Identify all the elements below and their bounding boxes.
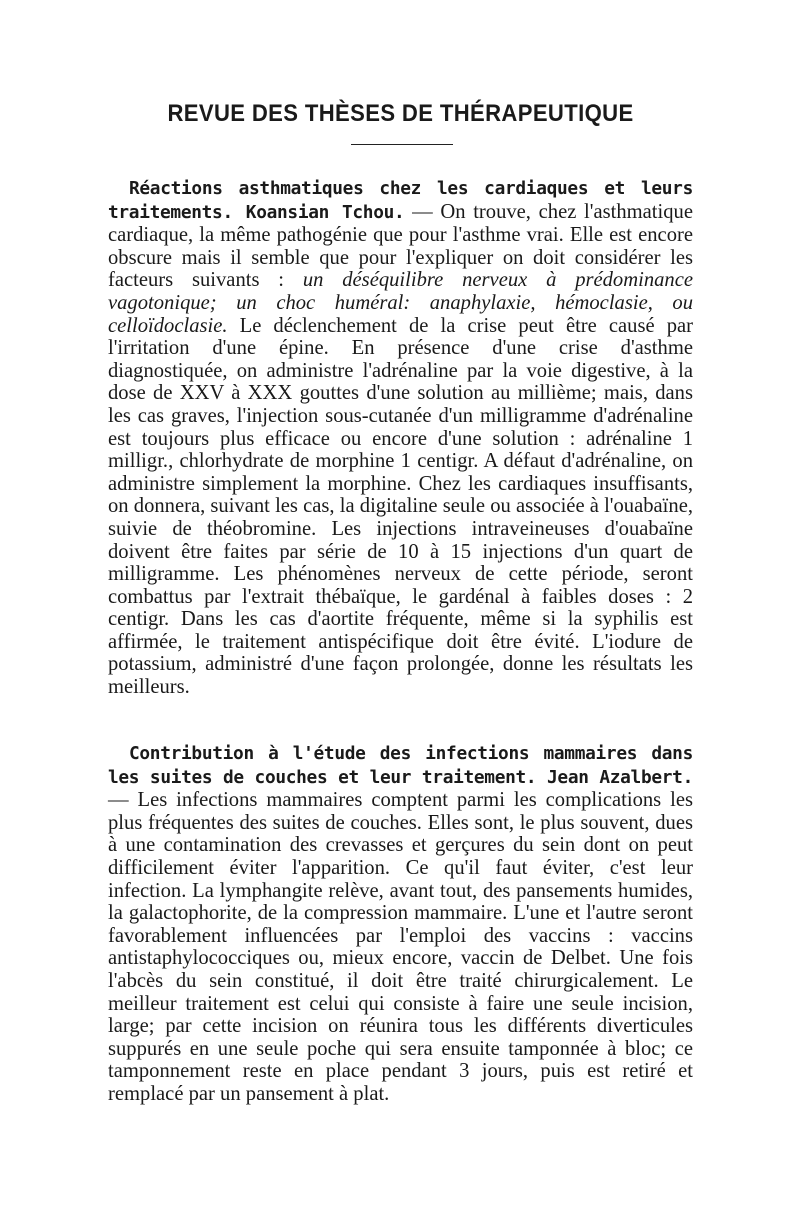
article-body-rest: Le déclenchement de la crise peut être causé par l'irritation d'une épine. En présence d'une crise d'asthme diagnostiquée, on administre l'adrénaline par la voie digestive, à la dose de XXV à XXX gouttes d'une solution au millième; mais, dans les cas graves, l'injection sous-cutanée d'un milligramme d'adrénaline est toujours plus efficace ou encore d'une solution : adrénaline 1 milligr., chlorhydrate de morphine 1 centigr. A défaut d'adrénaline, on administre simplement la morphine. Chez les cardiaques insuffisants, on donnera, suivant les cas, la digitaline seule ou associée à l'ouabaïne, suivie de théobromine. Les injections intraveineuses d'ouabaïne doivent être faites par série de 10 à 15 injections d'un quart de milligramme. Les phénomènes nerveux de cette période, seront combattus par l'extrait thébaïque, le gardénal à faibles doses : 2 centigr. Dans les cas d'aortite fréquente, même si la syphilis est affirmée, le traitement antispécifique doit être évité. L'iodure de potassium, administré d'une façon prolongée, donne les résultats les meilleurs. [108,314,693,699]
article-body-italic: un déséquilibre nerveux à prédominance vagotonique; un choc huméral: anaphylaxie, hémoclasie, ou celloïdoclasie. [108,269,693,337]
article-body-lead: — Les infections mammaires comptent parmi les complications les plus fréquentes des suites de couches. Elles sont, le plus souvent, dues à une contamination des crevasses et gerçures du sein dont on peut difficilement éviter l'apparition. Ce qu'il faut éviter, c'est leur infection. La lymphangite relève, avant tout, des pansements humides, la galactophorite, de la compression mammaire. L'une et l'autre seront favorablement influencées par l'emploi des vaccins : vaccins antistaphylococciques ou, mieux encore, vaccin de Delbet. Une fois l'abcès du sein constitué, il doit être traité chirurgicalement. Le meilleur traitement est celui qui consiste à faire une seule incision, large; par cette incision on réunira tous les différents diverticules suppurés en une seule poche qui sera ensuite tamponnée à bloc; ce tamponnement reste en place pendant 3 jours, puis est retiré et remplacé par un pansement à plat. [108,789,693,1105]
page-title: REVUE DES THÈSES DE THÉRAPEUTIQUE [167,100,634,127]
article-asthma [108,177,693,699]
title-divider [351,144,453,145]
article-mammary [108,742,693,1106]
article-body-lead: — On trouve, chez l'asthmatique cardiaque, la même pathogénie que pour l'asthme vrai. Elle est encore obscure mais il semble que pour l'expliquer on doit considérer les facteurs suivants : [108,200,693,292]
article-heading: Réactions asthmatiques chez les cardiaques et leurs traitements. Koansian Tchou. [108,178,693,223]
article-heading: Contribution à l'étude des infections mammaires dans les suites de couches et leur traitement. Jean Azalbert. [108,743,693,788]
